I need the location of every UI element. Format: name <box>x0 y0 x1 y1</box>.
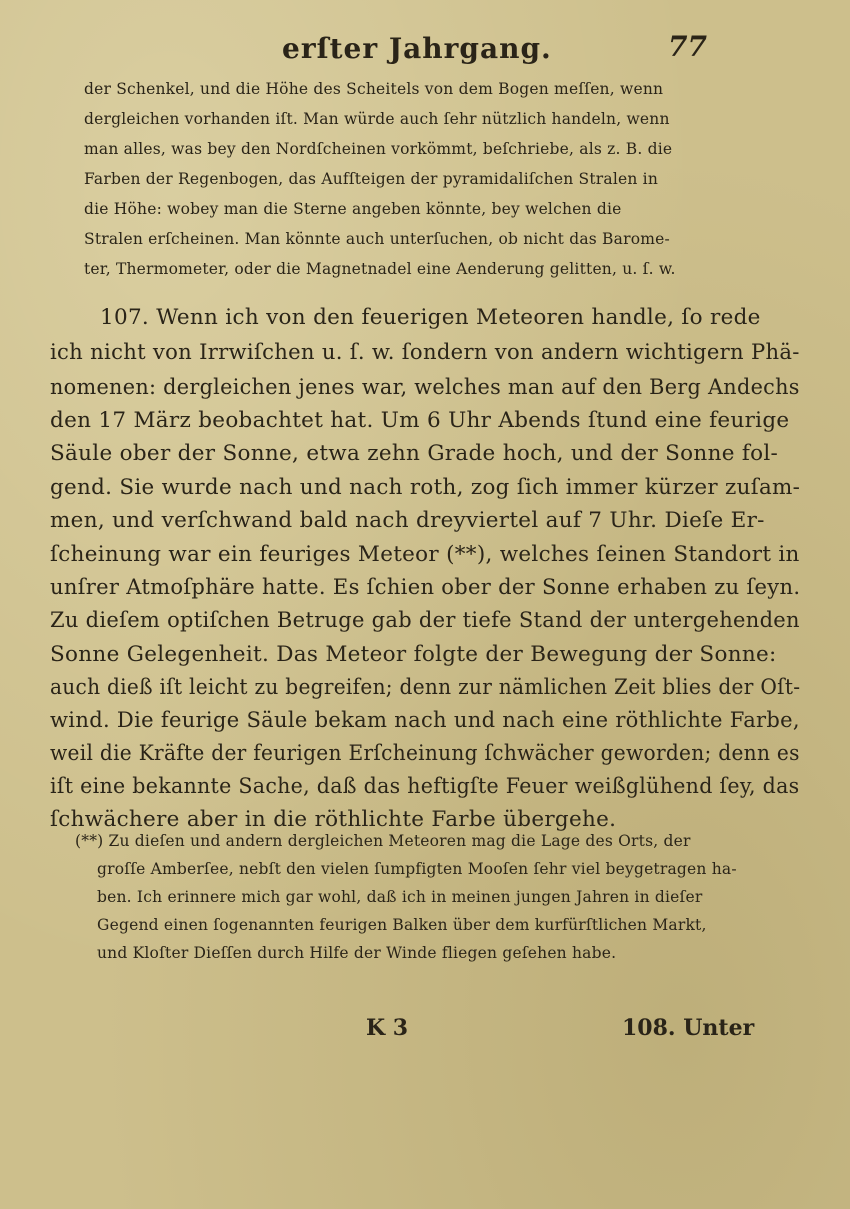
text-line: auch dieß iſt leicht zu begreifen; denn zur nämlichen Zeit blies der Oſt- <box>50 675 801 700</box>
signature-mark: K 3 <box>366 1015 409 1041</box>
text-line: men, und verſchwand bald nach dreyviertel auf 7 Uhr. Dieſe Er- <box>50 508 765 533</box>
text-line: ſcheinung war ein feuriges Meteor (**), welches ſeinen Standort in <box>50 542 800 567</box>
text-line: den 17 März beobachtet hat. Um 6 Uhr Abends ſtund eine feurige <box>50 408 790 433</box>
text-line: Farben der Regenbogen, das Aufſteigen der pyramidaliſchen Stralen in <box>84 170 659 188</box>
text-line: ich nicht von Irrwiſchen u. ſ. w. ſondern von andern wichtigern Phä- <box>50 340 800 365</box>
text-line: Stralen erſcheinen. Man könnte auch unterſuchen, ob nicht das Barome- <box>84 230 670 248</box>
text-line: iſt eine bekannte Sache, daß das heftigſte Feuer weißglühend ſey, das <box>50 774 800 799</box>
text-line: wind. Die feurige Säule bekam nach und nach eine röthlichte Farbe, <box>50 708 800 733</box>
page-number: 77 <box>668 30 707 63</box>
text-line: groſſe Amberſee, nebſt den vielen ſumpfigten Mooſen ſehr viel beygetragen ha- <box>97 860 737 878</box>
text-line: unſrer Atmoſphäre hatte. Es ſchien ober der Sonne erhaben zu ſeyn. <box>50 575 801 600</box>
running-title: erſter Jahrgang. <box>282 32 552 65</box>
text-line: die Höhe: wobey man die Sterne angeben könnte, bey welchen die <box>84 200 622 218</box>
catchword: 108. Unter <box>622 1015 755 1041</box>
text-line: Sonne Gelegenheit. Das Meteor folgte der Bewegung der Sonne: <box>50 642 777 667</box>
text-line: Zu dieſem optiſchen Betruge gab der tiefe Stand der untergehenden <box>50 608 800 633</box>
text-line: nomenen: dergleichen jenes war, welches man auf den Berg Andechs <box>50 375 800 400</box>
text-line: 107. Wenn ich von den feuerigen Meteoren handle, ſo rede <box>100 305 761 330</box>
text-line: Säule ober der Sonne, etwa zehn Grade hoch, und der Sonne fol- <box>50 441 779 466</box>
text-line: weil die Kräfte der feurigen Erſcheinung ſchwächer geworden; denn es <box>50 741 800 766</box>
text-line: und Kloſter Dieſſen durch Hilfe der Winde fliegen geſehen habe. <box>97 944 617 962</box>
text-line: Gegend einen ſogenannten feurigen Balken über dem kurfürſtlichen Markt, <box>97 916 707 934</box>
text-line: dergleichen vorhanden iſt. Man würde auch ſehr nützlich handeln, wenn <box>84 110 670 128</box>
text-line: man alles, was bey den Nordſcheinen vorkömmt, beſchriebe, als z. B. die <box>84 140 673 158</box>
page-header <box>0 30 850 70</box>
text-line: der Schenkel, und die Höhe des Scheitels von dem Bogen meſſen, wenn <box>84 80 664 98</box>
text-line: ter, Thermometer, oder die Magnetnadel eine Aenderung gelitten, u. ſ. w. <box>84 260 676 278</box>
text-line: ben. Ich erinnere mich gar wohl, daß ich in meinen jungen Jahren in dieſer <box>97 888 703 906</box>
text-line: gend. Sie wurde nach und nach roth, zog ſich immer kürzer zuſam- <box>50 475 801 500</box>
page-footer <box>0 1015 850 1055</box>
text-line: (**) Zu dieſen und andern dergleichen Meteoren mag die Lage des Orts, der <box>75 832 691 850</box>
text-line: ſchwächere aber in die röthlichte Farbe übergehe. <box>50 807 617 832</box>
